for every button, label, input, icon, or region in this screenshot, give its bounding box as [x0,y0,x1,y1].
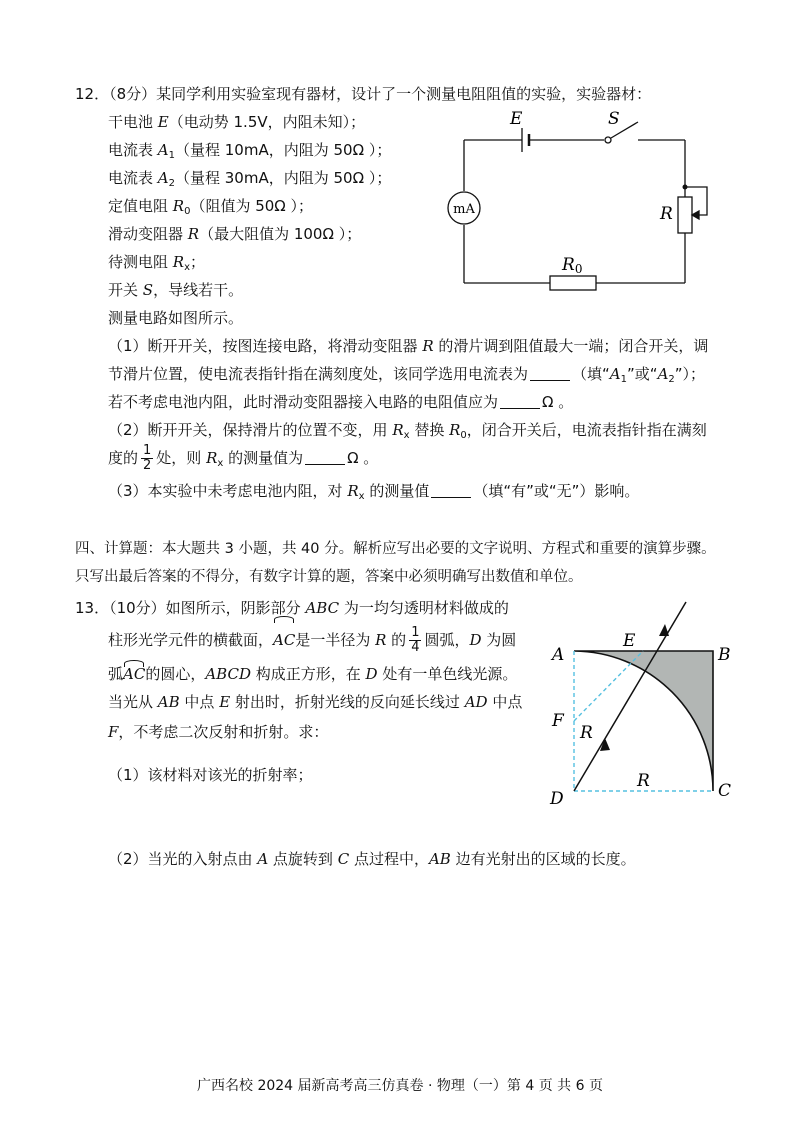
rheostat-body [678,197,692,233]
ray-arrow-upper [659,624,669,636]
fraction-one-quarter: $\frac{1}{4}$ [411,625,420,655]
q12-part3: （3）本实验中未考虑电池内阻，对 $R_x$ 的测量值 （填“有”或“无”）影响。 [108,482,640,502]
item-fixed-resistor: 定值电阻 $R_0$（阻值为 50Ω ）； [108,197,314,217]
item-unknown-resistor: 待测电阻 $R_x$； [108,253,206,273]
item-switch: 开关 S，导线若干。 [108,281,244,299]
arc-ac: AC [273,616,295,660]
q12-part2-line1: （2）断开开关，保持滑片的位置不变，用 $R_x$ 替换 $R_0$，闭合开关后，电流表指针指在满刻 [108,421,707,441]
rheostat-slider-arrow [692,211,699,219]
answer-blank-2[interactable] [500,394,540,409]
item-rheostat: 滑动变阻器 R（最大阻值为 100Ω ）； [108,225,362,243]
q13-line5: F，不考虑二次反射和折射。求： [108,723,329,741]
label-radius-diagonal: R [580,723,593,743]
label-mA: mA [453,202,475,217]
junction-dot [683,185,688,190]
arc-ac-2: AC [123,660,145,684]
item-ammeter-a1: 电流表 $A_1$（量程 10mA，内阻为 50Ω ）； [108,141,392,161]
fraction-one-half: $\frac{1}{2}$ [143,443,152,473]
q13-line1: 13．（10分）如图所示，阴影部分 ABC 为一均匀透明材料做成的 [75,599,509,617]
q12-part1-line3: 若不考虑电池内阻，此时滑动变阻器接入电路的电阻值应为 Ω 。 [108,393,574,411]
circuit-note: 测量电路如图所示。 [108,309,244,327]
label-R: R [660,204,673,224]
section4-instructions-2: 只写出最后答案的不得分，有数字计算的题，答案中必须明确写出数值和单位。 [75,569,583,585]
point-C: C [718,781,732,801]
label-radius-bottom: R [637,771,650,791]
q12-part1-line2: 节滑片位置，使电流表指针指在满刻度处，该同学选用电流表为 （填“$A_1$”或“$A_2$”）； [108,365,706,385]
point-A: A [552,645,565,665]
section4-instructions-1: 四、计算题：本大题共 3 小题，共 40 分。解析应写出必要的文字说明、方程式和重要的演算步骤。 [75,541,716,557]
point-F: F [552,711,564,731]
point-D: D [550,789,564,809]
point-E: E [623,631,636,651]
q13-line3: 弧AC的圆心，ABCD 构成正方形，在 D 处有一单色线光源。 [108,660,517,684]
item-ammeter-a2: 电流表 $A_2$（量程 30mA，内阻为 50Ω ）； [108,169,392,189]
resistor-r0-body [550,276,596,290]
q13-line4: 当光从 AB 中点 E 射出时，折射光线的反向延长线过 AD 中点 [108,693,523,711]
label-S: S [608,109,620,129]
q13-sub1: （1）该材料对该光的折射率； [108,766,313,784]
q13-sub2: （2）当光的入射点由 A 点旋转到 C 点过程中，AB 边有光射出的区域的长度。 [108,850,636,868]
answer-blank-1[interactable] [530,366,570,381]
switch-contact-left [605,137,611,143]
shaded-region-abc [574,651,713,791]
answer-blank-3[interactable] [305,450,345,465]
circuit-diagram [440,104,720,300]
q12-part1-line1: （1）断开开关，按图连接电路，将滑动变阻器 R 的滑片调到阻值最大一端；闭合开关，调 [108,337,709,355]
q12-part2-line2: 度的 $\frac{1}{2}$ 处，则 $R_x$ 的测量值为 Ω 。 [108,443,379,473]
item-battery: 干电池 E（电动势 1.5V，内阻未知）； [108,113,366,131]
page-footer: 广西名校 2024 届新高考高三仿真卷 · 物理（一）第 4 页 共 6 页 [197,1078,603,1094]
optics-figure [540,590,750,815]
point-B: B [718,645,731,665]
answer-blank-4[interactable] [431,483,471,498]
q13-line2: 柱形光学元件的横截面，AC是一半径为 R 的 $\frac{1}{4}$ 圆弧，D 为圆 [108,616,516,660]
q12-header: 12．（8分）某同学利用实验室现有器材，设计了一个测量电阻阻值的实验，实验器材： [75,85,652,103]
label-R0: R0 [562,255,583,276]
label-E: E [510,109,523,129]
